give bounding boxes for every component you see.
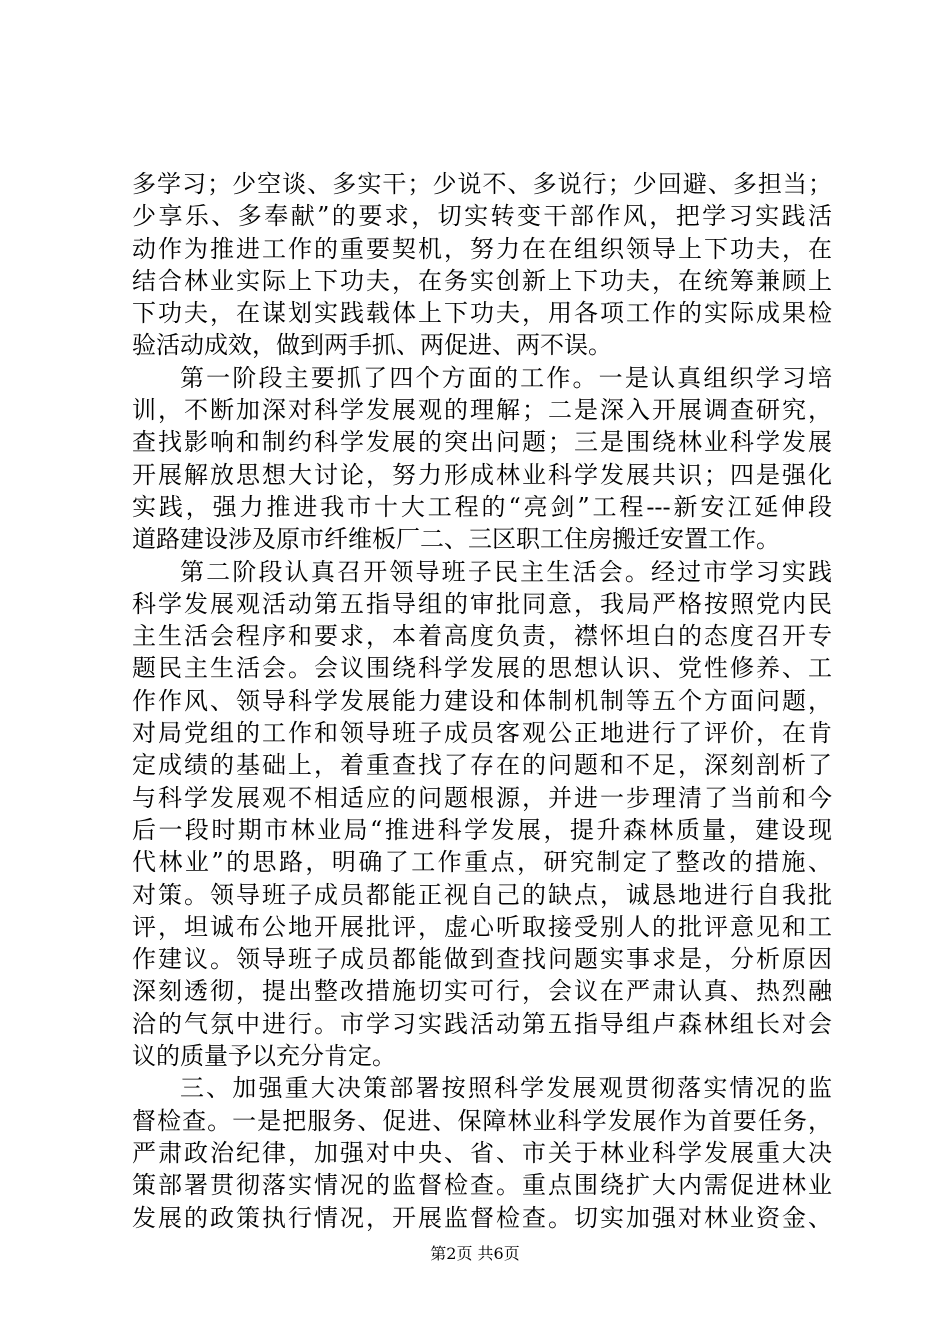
text-line: 对策。领导班子成员都能正视自己的缺点，诚恳地进行自我批: [132, 880, 832, 909]
text-line: 实践，强力推进我市十大工程的“亮剑”工程---新安江延伸段: [132, 492, 832, 521]
page-footer: [0, 1244, 950, 1264]
body-text: [132, 168, 832, 1234]
text-line: 策部署贯彻落实情况的监督检查。重点围绕扩大内需促进林业: [132, 1171, 832, 1200]
text-line: 作建议。领导班子成员都能做到查找问题实事求是，分析原因: [132, 945, 832, 974]
text-line: 开展解放思想大讨论，努力形成林业科学发展共识；四是强化: [132, 460, 832, 489]
paragraph-start-line: 第二阶段认真召开领导班子民主生活会。经过市学习实践: [180, 557, 832, 586]
text-line: 深刻透彻，提出整改措施切实可行，会议在严肃认真、热烈融: [132, 977, 832, 1006]
text-line: 洽的气氛中进行。市学习实践活动第五指导组卢森林组长对会: [132, 1009, 832, 1038]
text-line: 议的质量予以充分肯定。: [132, 1042, 396, 1071]
text-line: 查找影响和制约科学发展的突出问题；三是围绕林业科学发展: [132, 428, 832, 457]
text-line: 多学习；少空谈、多实干；少说不、多说行；少回避、多担当；: [132, 170, 832, 198]
text-line: 验活动成效，做到两手抓、两促进、两不误。: [132, 331, 612, 360]
text-line: 少享乐、多奉献”的要求，切实转变干部作风，把学习实践活: [132, 202, 832, 231]
page-number-label: 第2页 共6页: [430, 1244, 520, 1263]
text-line: 后一段时期市林业局“推进科学发展，提升森林质量，建设现: [132, 815, 832, 844]
text-line: 定成绩的基础上，着重查找了存在的问题和不足，深刻剖析了: [132, 751, 832, 780]
text-line: 主生活会程序和要求，本着高度负责，襟怀坦白的态度召开专: [132, 622, 832, 651]
text-line: 与科学发展观不相适应的问题根源，并进一步理清了当前和今: [132, 783, 832, 812]
text-line: 下功夫，在谋划实践载体上下功夫，用各项工作的实际成果检: [132, 299, 832, 328]
text-line: 严肃政治纪律，加强对中央、省、市关于林业科学发展重大决: [132, 1138, 832, 1167]
text-line: 结合林业实际上下功夫，在务实创新上下功夫，在统筹兼顾上: [132, 266, 832, 295]
text-line: 动作为推进工作的重要契机，努力在在组织领导上下功夫，在: [132, 234, 832, 263]
text-line: 督检查。一是把服务、促进、保障林业科学发展作为首要任务，: [132, 1106, 832, 1135]
text-line: 代林业”的思路，明确了工作重点，研究制定了整改的措施、: [132, 848, 832, 877]
text-line: 训，不断加深对科学发展观的理解；二是深入开展调查研究，: [132, 396, 832, 425]
text-line: 题民主生活会。会议围绕科学发展的思想认识、党性修养、工: [132, 654, 832, 683]
paragraph-start-line: 三、加强重大决策部署按照科学发展观贯彻落实情况的监: [180, 1074, 832, 1103]
text-line: 对局党组的工作和领导班子成员客观公正地进行了评价，在肯: [132, 719, 832, 748]
paragraph-start-line: 第一阶段主要抓了四个方面的工作。一是认真组织学习培: [180, 363, 832, 392]
text-line: 发展的政策执行情况，开展监督检查。切实加强对林业资金、: [132, 1203, 832, 1232]
text-line: 道路建设涉及原市纤维板厂二、三区职工住房搬迁安置工作。: [132, 525, 780, 554]
text-line: 科学发展观活动第五指导组的审批同意，我局严格按照党内民: [132, 589, 832, 618]
text-line: 评，坦诚布公地开展批评，虚心听取接受别人的批评意见和工: [132, 912, 832, 941]
text-line: 作作风、领导科学发展能力建设和体制机制等五个方面问题，: [132, 686, 832, 715]
